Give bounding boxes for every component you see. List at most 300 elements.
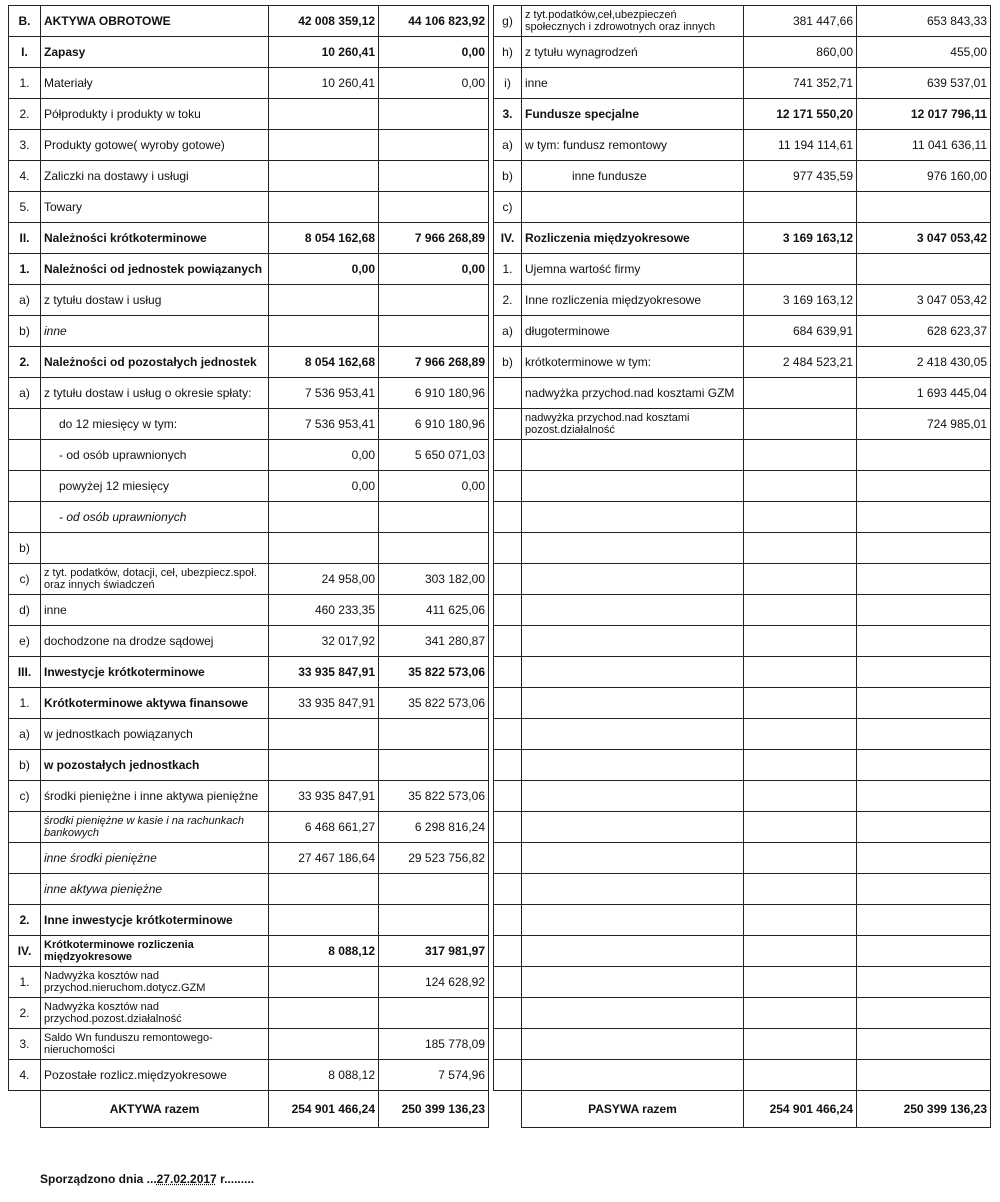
row-number: 3. (494, 99, 522, 130)
value-current (269, 750, 379, 781)
empty-cell (744, 688, 857, 719)
empty-cell (494, 874, 522, 905)
empty-cell (494, 688, 522, 719)
aktywa-total-row (9, 1091, 489, 1128)
value-previous: 0,00 (379, 471, 489, 502)
row-number: a) (9, 719, 41, 750)
pasywa-total-row (494, 1091, 991, 1128)
row-number: 5. (9, 192, 41, 223)
row-label: inne środki pieniężne (41, 843, 269, 874)
blank-cell (9, 1091, 41, 1128)
value-previous: 3 047 053,42 (857, 285, 991, 316)
value-previous: 6 910 180,96 (379, 378, 489, 409)
empty-cell (494, 440, 522, 471)
empty-cell (744, 440, 857, 471)
row-number (9, 440, 41, 471)
row-label: z tytułu wynagrodzeń (522, 37, 744, 68)
value-current: 33 935 847,91 (269, 657, 379, 688)
value-current (744, 409, 857, 440)
pasywa-row (494, 6, 991, 37)
value-current: 0,00 (269, 254, 379, 285)
row-number: b) (9, 316, 41, 347)
empty-cell (522, 812, 744, 843)
pasywa-empty-row (494, 533, 991, 564)
empty-cell (522, 998, 744, 1029)
row-label: Fundusze specjalne (522, 99, 744, 130)
value-previous: 0,00 (379, 68, 489, 99)
value-previous: 724 985,01 (857, 409, 991, 440)
row-number (9, 409, 41, 440)
value-current: 12 171 550,20 (744, 99, 857, 130)
row-number: a) (9, 285, 41, 316)
empty-cell (857, 967, 991, 998)
row-label: Należności od pozostałych jednostek (41, 347, 269, 378)
row-label: Saldo Wn funduszu remontowego-nieruchomości (41, 1029, 269, 1060)
value-previous: 35 822 573,06 (379, 781, 489, 812)
aktywa-row (9, 440, 489, 471)
value-current: 0,00 (269, 440, 379, 471)
empty-cell (744, 998, 857, 1029)
empty-cell (494, 781, 522, 812)
row-number (9, 502, 41, 533)
value-current: 2 484 523,21 (744, 347, 857, 378)
row-label: Towary (41, 192, 269, 223)
prepared-date: Sporządzono dnia ...27.02.2017 r......... (40, 1172, 255, 1186)
row-number: 4. (9, 1060, 41, 1091)
value-previous: 6 910 180,96 (379, 409, 489, 440)
value-previous (379, 905, 489, 936)
value-previous: 35 822 573,06 (379, 688, 489, 719)
empty-cell (522, 440, 744, 471)
value-previous (379, 99, 489, 130)
pasywa-empty-row (494, 502, 991, 533)
row-label (522, 192, 744, 223)
empty-cell (494, 564, 522, 595)
empty-cell (494, 657, 522, 688)
row-number: e) (9, 626, 41, 657)
row-label: środki pieniężne i inne aktywa pieniężne (41, 781, 269, 812)
pasywa-empty-row (494, 471, 991, 502)
total-value: 254 901 466,24 (269, 1091, 379, 1128)
empty-cell (522, 1060, 744, 1091)
aktywa-row (9, 874, 489, 905)
row-label: inne (41, 595, 269, 626)
value-current: 8 088,12 (269, 1060, 379, 1091)
row-number: IV. (494, 223, 522, 254)
value-current: 460 233,35 (269, 595, 379, 626)
value-previous (379, 285, 489, 316)
row-label: Inne inwestycje krótkoterminowe (41, 905, 269, 936)
empty-cell (857, 564, 991, 595)
value-current: 3 169 163,12 (744, 285, 857, 316)
row-number: h) (494, 37, 522, 68)
pasywa-empty-row (494, 936, 991, 967)
value-previous: 341 280,87 (379, 626, 489, 657)
row-number: IV. (9, 936, 41, 967)
row-label: Inne rozliczenia międzyokresowe (522, 285, 744, 316)
row-number (494, 409, 522, 440)
aktywa-row (9, 626, 489, 657)
value-current (269, 316, 379, 347)
pasywa-empty-row (494, 719, 991, 750)
value-current (269, 874, 379, 905)
row-label: Produkty gotowe( wyroby gotowe) (41, 130, 269, 161)
value-previous: 3 047 053,42 (857, 223, 991, 254)
empty-cell (494, 502, 522, 533)
aktywa-row (9, 967, 489, 998)
total-value: 254 901 466,24 (744, 1091, 857, 1128)
empty-cell (857, 657, 991, 688)
row-label: w tym: fundusz remontowy (522, 130, 744, 161)
aktywa-row (9, 502, 489, 533)
row-number (494, 378, 522, 409)
row-label: nadwyżka przychod.nad kosztami GZM (522, 378, 744, 409)
empty-cell (522, 657, 744, 688)
value-previous: 12 017 796,11 (857, 99, 991, 130)
row-label: AKTYWA OBROTOWE (41, 6, 269, 37)
empty-cell (744, 719, 857, 750)
value-previous: 11 041 636,11 (857, 130, 991, 161)
value-current: 33 935 847,91 (269, 781, 379, 812)
empty-cell (744, 843, 857, 874)
row-number: 1. (9, 967, 41, 998)
row-number: I. (9, 37, 41, 68)
aktywa-row (9, 254, 489, 285)
empty-cell (744, 626, 857, 657)
value-current: 8 054 162,68 (269, 223, 379, 254)
empty-cell (744, 471, 857, 502)
value-current: 860,00 (744, 37, 857, 68)
total-label: PASYWA razem (522, 1091, 744, 1128)
value-previous (379, 750, 489, 781)
empty-cell (744, 564, 857, 595)
row-number: 1. (9, 688, 41, 719)
empty-cell (857, 626, 991, 657)
value-current: 24 958,00 (269, 564, 379, 595)
aktywa-row (9, 533, 489, 564)
value-current (269, 719, 379, 750)
pasywa-empty-row (494, 657, 991, 688)
value-current (269, 192, 379, 223)
empty-cell (744, 905, 857, 936)
row-number: 3. (9, 1029, 41, 1060)
value-previous: 5 650 071,03 (379, 440, 489, 471)
pasywa-row (494, 285, 991, 316)
row-number: 1. (9, 68, 41, 99)
empty-cell (857, 595, 991, 626)
aktywa-row (9, 347, 489, 378)
empty-cell (494, 719, 522, 750)
value-previous: 0,00 (379, 37, 489, 68)
row-label: w jednostkach powiązanych (41, 719, 269, 750)
row-label: Należności krótkoterminowe (41, 223, 269, 254)
empty-cell (522, 936, 744, 967)
value-current: 6 468 661,27 (269, 812, 379, 843)
row-number: c) (494, 192, 522, 223)
row-label: Materiały (41, 68, 269, 99)
pasywa-empty-row (494, 750, 991, 781)
aktywa-row (9, 1060, 489, 1091)
value-current (744, 192, 857, 223)
total-label: AKTYWA razem (41, 1091, 269, 1128)
row-label: Krótkoterminowe aktywa finansowe (41, 688, 269, 719)
row-number: 4. (9, 161, 41, 192)
row-number: g) (494, 6, 522, 37)
pasywa-row (494, 130, 991, 161)
value-previous: 317 981,97 (379, 936, 489, 967)
value-current (269, 533, 379, 564)
empty-cell (522, 564, 744, 595)
row-number: a) (494, 130, 522, 161)
empty-cell (494, 936, 522, 967)
empty-cell (522, 967, 744, 998)
value-current (269, 502, 379, 533)
empty-cell (857, 440, 991, 471)
pasywa-row (494, 316, 991, 347)
aktywa-row (9, 6, 489, 37)
value-previous (857, 254, 991, 285)
value-current (744, 378, 857, 409)
empty-cell (857, 471, 991, 502)
empty-cell (494, 905, 522, 936)
value-previous: 2 418 430,05 (857, 347, 991, 378)
row-label: Nadwyżka kosztów nad przychod.nieruchom.dotycz.GZM (41, 967, 269, 998)
row-number: 2. (9, 99, 41, 130)
row-label (41, 533, 269, 564)
value-current: 8 088,12 (269, 936, 379, 967)
empty-cell (857, 750, 991, 781)
empty-cell (522, 502, 744, 533)
aktywa-row (9, 812, 489, 843)
value-current (744, 254, 857, 285)
empty-cell (522, 843, 744, 874)
pasywa-empty-row (494, 874, 991, 905)
value-previous: 1 693 445,04 (857, 378, 991, 409)
row-label: Zapasy (41, 37, 269, 68)
empty-cell (494, 750, 522, 781)
empty-cell (522, 595, 744, 626)
empty-cell (857, 905, 991, 936)
row-number: d) (9, 595, 41, 626)
row-label: nadwyżka przychod.nad kosztami pozost.działalność (522, 409, 744, 440)
value-current: 977 435,59 (744, 161, 857, 192)
aktywa-row (9, 161, 489, 192)
empty-cell (494, 1029, 522, 1060)
value-previous: 976 160,00 (857, 161, 991, 192)
value-previous (379, 161, 489, 192)
empty-cell (857, 1060, 991, 1091)
row-label: w pozostałych jednostkach (41, 750, 269, 781)
value-previous (379, 192, 489, 223)
pasywa-empty-row (494, 1029, 991, 1060)
value-previous: 124 628,92 (379, 967, 489, 998)
empty-cell (522, 781, 744, 812)
empty-cell (522, 1029, 744, 1060)
pasywa-row (494, 223, 991, 254)
aktywa-row (9, 564, 489, 595)
pasywa-row (494, 99, 991, 130)
empty-cell (744, 502, 857, 533)
row-label: Ujemna wartość firmy (522, 254, 744, 285)
value-current (269, 998, 379, 1029)
row-number: 1. (494, 254, 522, 285)
aktywa-row (9, 471, 489, 502)
row-label: Nadwyżka kosztów nad przychod.pozost.działalność (41, 998, 269, 1029)
empty-cell (494, 1060, 522, 1091)
aktywa-row (9, 316, 489, 347)
aktywa-row (9, 657, 489, 688)
aktywa-row (9, 1029, 489, 1060)
total-value: 250 399 136,23 (857, 1091, 991, 1128)
value-current (269, 99, 379, 130)
value-previous (857, 192, 991, 223)
value-previous (379, 130, 489, 161)
row-label: z tyt. podatków, dotacji, ceł, ubezpiecz.społ. oraz innych świadczeń (41, 564, 269, 595)
pasywa-empty-row (494, 781, 991, 812)
empty-cell (744, 967, 857, 998)
pasywa-row (494, 37, 991, 68)
empty-cell (494, 998, 522, 1029)
row-label: długoterminowe (522, 316, 744, 347)
pasywa-empty-row (494, 1060, 991, 1091)
pasywa-table (493, 5, 991, 1128)
row-number (9, 843, 41, 874)
value-previous: 6 298 816,24 (379, 812, 489, 843)
row-number: b) (494, 161, 522, 192)
row-number: II. (9, 223, 41, 254)
row-number: B. (9, 6, 41, 37)
value-current (269, 285, 379, 316)
value-previous: 303 182,00 (379, 564, 489, 595)
empty-cell (744, 1029, 857, 1060)
pasywa-empty-row (494, 843, 991, 874)
pasywa-empty-row (494, 440, 991, 471)
value-previous: 455,00 (857, 37, 991, 68)
pasywa-row (494, 409, 991, 440)
aktywa-row (9, 285, 489, 316)
row-number: 2. (9, 905, 41, 936)
value-previous (379, 874, 489, 905)
row-label: Półprodukty i produkty w toku (41, 99, 269, 130)
empty-cell (744, 936, 857, 967)
value-previous: 29 523 756,82 (379, 843, 489, 874)
empty-cell (494, 812, 522, 843)
empty-cell (522, 750, 744, 781)
empty-cell (522, 719, 744, 750)
value-previous (379, 533, 489, 564)
value-current: 0,00 (269, 471, 379, 502)
value-current: 27 467 186,64 (269, 843, 379, 874)
value-current: 33 935 847,91 (269, 688, 379, 719)
row-number: b) (9, 750, 41, 781)
row-label: Pozostałe rozlicz.międzyokresowe (41, 1060, 269, 1091)
row-label: Rozliczenia międzyokresowe (522, 223, 744, 254)
empty-cell (494, 595, 522, 626)
empty-cell (494, 533, 522, 564)
aktywa-table (8, 5, 489, 1128)
aktywa-row (9, 750, 489, 781)
aktywa-row (9, 378, 489, 409)
row-number: III. (9, 657, 41, 688)
aktywa-row (9, 130, 489, 161)
row-label: - od osób uprawnionych (41, 440, 269, 471)
row-label: Należności od jednostek powiązanych (41, 254, 269, 285)
row-label: dochodzone na drodze sądowej (41, 626, 269, 657)
row-number: 2. (9, 347, 41, 378)
pasywa-row (494, 68, 991, 99)
row-label: środki pieniężne w kasie i na rachunkach bankowych (41, 812, 269, 843)
empty-cell (744, 781, 857, 812)
pasywa-empty-row (494, 905, 991, 936)
row-label: z tyt.podatków,ceł,ubezpieczeń społecznych i zdrowotnych oraz innych (522, 6, 744, 37)
empty-cell (744, 533, 857, 564)
value-current: 8 054 162,68 (269, 347, 379, 378)
pasywa-empty-row (494, 688, 991, 719)
value-previous: 411 625,06 (379, 595, 489, 626)
empty-cell (857, 812, 991, 843)
row-number (9, 874, 41, 905)
value-current: 7 536 953,41 (269, 378, 379, 409)
aktywa-row (9, 719, 489, 750)
row-label: inne fundusze (522, 161, 744, 192)
row-label: inne aktywa pieniężne (41, 874, 269, 905)
aktywa-row (9, 843, 489, 874)
empty-cell (744, 874, 857, 905)
pasywa-empty-row (494, 626, 991, 657)
value-previous (379, 719, 489, 750)
value-current: 11 194 114,61 (744, 130, 857, 161)
value-current (269, 905, 379, 936)
pasywa-empty-row (494, 595, 991, 626)
row-label: do 12 miesięcy w tym: (41, 409, 269, 440)
pasywa-row (494, 254, 991, 285)
empty-cell (494, 967, 522, 998)
empty-cell (857, 1029, 991, 1060)
value-previous: 7 966 268,89 (379, 223, 489, 254)
row-number: 1. (9, 254, 41, 285)
empty-cell (857, 502, 991, 533)
aktywa-row (9, 99, 489, 130)
value-current: 3 169 163,12 (744, 223, 857, 254)
value-previous (379, 502, 489, 533)
row-label: inne (522, 68, 744, 99)
value-previous: 653 843,33 (857, 6, 991, 37)
value-previous: 35 822 573,06 (379, 657, 489, 688)
row-label: powyżej 12 miesięcy (41, 471, 269, 502)
value-current: 10 260,41 (269, 68, 379, 99)
value-previous (379, 998, 489, 1029)
value-previous: 185 778,09 (379, 1029, 489, 1060)
value-current (269, 1029, 379, 1060)
empty-cell (522, 533, 744, 564)
row-number (9, 812, 41, 843)
empty-cell (522, 626, 744, 657)
pasywa-empty-row (494, 967, 991, 998)
empty-cell (857, 936, 991, 967)
empty-cell (857, 533, 991, 564)
row-label: inne (41, 316, 269, 347)
value-current: 381 447,66 (744, 6, 857, 37)
row-number: b) (494, 347, 522, 378)
empty-cell (857, 719, 991, 750)
total-value: 250 399 136,23 (379, 1091, 489, 1128)
value-previous: 7 966 268,89 (379, 347, 489, 378)
pasywa-empty-row (494, 998, 991, 1029)
pasywa-row (494, 378, 991, 409)
empty-cell (744, 595, 857, 626)
aktywa-row (9, 68, 489, 99)
row-number: 2. (9, 998, 41, 1029)
